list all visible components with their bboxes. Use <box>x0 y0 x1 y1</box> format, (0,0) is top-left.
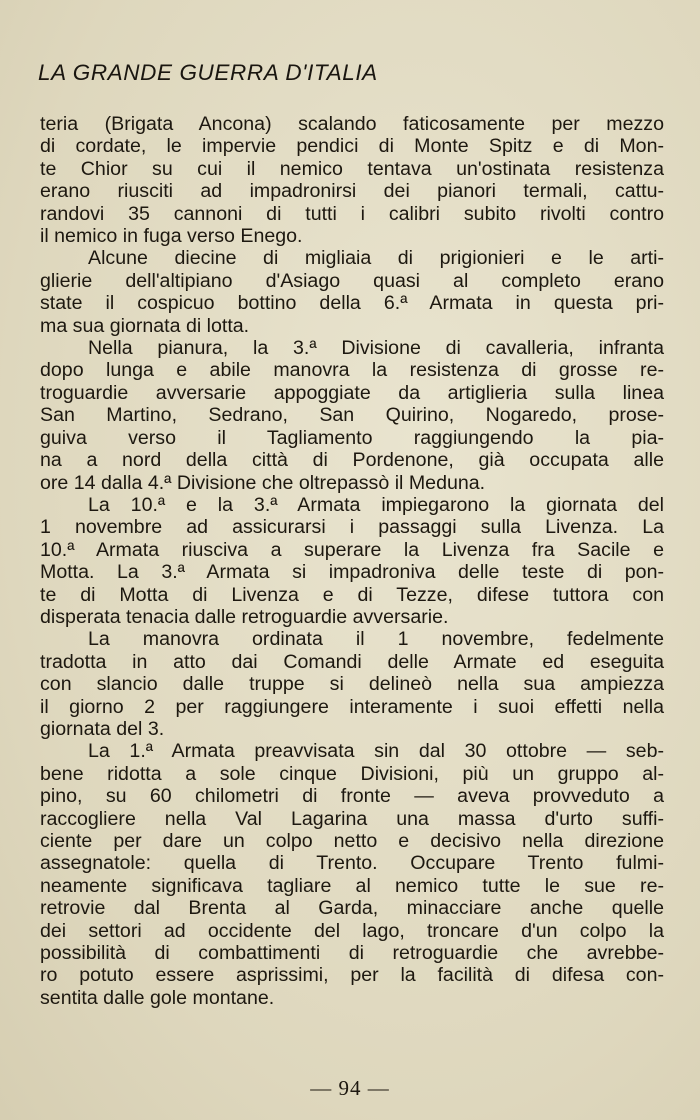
text-line: il giorno 2 per raggiungere interamente i suoi effetti nella <box>40 695 664 718</box>
paragraph <box>40 628 664 740</box>
text-line: teria (Brigata Ancona) scalando faticosamente per mezzo <box>40 113 664 135</box>
text-line: con slancio dalle truppe si delineò nella sua ampiezza <box>40 673 664 696</box>
text-line: state il cospicuo bottino della 6.ª Armata in questa pri- <box>40 292 664 315</box>
text-line: 1 novembre ad assicurarsi i passaggi sulla Livenza. La <box>40 516 664 539</box>
text-line: ro potuto essere asprissimi, per la facilità di difesa con- <box>40 964 664 987</box>
text-line: neamente significava tagliare al nemico tutte le sue re- <box>40 874 664 897</box>
text-line: te Chior su cui il nemico tentava un'ostinata resistenza <box>40 157 664 180</box>
paragraph <box>40 494 664 628</box>
text-line: il nemico in fuga verso Enego. <box>40 225 303 248</box>
text-line: bene ridotta a sole cinque Divisioni, più un gruppo al- <box>40 762 664 785</box>
text-line: tradotta in atto dai Comandi delle Armate ed eseguita <box>40 650 664 673</box>
text-line: ma sua giornata di lotta. <box>40 314 250 337</box>
text-line: 10.ª Armata riusciva a superare la Livenza fra Sacile e <box>40 538 664 561</box>
text-line: assegnatole: quella di Trento. Occupare Trento fulmi- <box>40 852 664 875</box>
text-line: troguardie avversarie appoggiate da artiglieria sulla linea <box>40 381 664 404</box>
text-line: glierie dell'altipiano d'Asiago quasi al completo erano <box>40 269 664 292</box>
text-line: ore 14 dalla 4.ª Divisione che oltrepassò il Meduna. <box>40 471 486 494</box>
text-line: La 10.ª e la 3.ª Armata impiegarono la giornata del <box>88 493 664 516</box>
text-line: di cordate, le impervie pendici di Monte Spitz e di Mon- <box>40 135 664 158</box>
text-line: Motta. La 3.ª Armata si impadroniva delle teste di pon- <box>40 561 664 584</box>
text-line: randovi 35 cannoni di tutti i calibri subito rivolti contro <box>40 202 664 225</box>
text-line: La 1.ª Armata preavvisata sin dal 30 ottobre — seb- <box>88 740 664 763</box>
paragraph <box>40 337 664 494</box>
text-line: La manovra ordinata il 1 novembre, fedelmente <box>88 628 664 651</box>
text-line: San Martino, Sedrano, San Quirino, Nogaredo, prose- <box>40 404 664 427</box>
running-header: LA GRANDE GUERRA D'ITALIA <box>38 60 378 85</box>
text-line: na a nord della città di Pordenone, già occupata alle <box>40 449 664 472</box>
text-line: te di Motta di Livenza e di Tezze, difese tuttora con <box>40 583 664 606</box>
text-line: giornata del 3. <box>40 717 165 740</box>
text-line: pino, su 60 chilometri di fronte — aveva provveduto a <box>40 785 664 808</box>
text-line: dei settori ad occidente del lago, troncare d'un colpo la <box>40 919 664 942</box>
text-line: disperata tenacia dalle retroguardie avversarie. <box>40 605 449 628</box>
text-line: sentita dalle gole montane. <box>40 986 275 1009</box>
text-line: ciente per dare un colpo netto e decisivo nella direzione <box>40 830 664 852</box>
text-line: Nella pianura, la 3.ª Divisione di cavalleria, infranta <box>88 337 664 360</box>
text-line: guiva verso il Tagliamento raggiungendo la pia- <box>40 426 664 449</box>
paragraph <box>40 247 664 337</box>
text-line: raccogliere nella Val Lagarina una massa d'urto suffi- <box>40 807 664 830</box>
text-line: dopo lunga e abile manovra la resistenza di grosse re- <box>40 359 664 382</box>
text-line: Alcune diecine di migliaia di prigionieri e le arti- <box>88 247 664 270</box>
paragraph <box>40 113 664 247</box>
text-line: possibilità di combattimenti di retroguardie che avrebbe- <box>40 942 664 965</box>
paragraph <box>40 740 664 1009</box>
text-line: erano riusciti ad impadronirsi dei pianori termali, cattu- <box>40 180 664 203</box>
page-number: — 94 — <box>310 1076 390 1100</box>
body-text <box>40 113 664 1009</box>
text-line: retrovie dal Brenta al Garda, minacciare anche quelle <box>40 897 664 920</box>
